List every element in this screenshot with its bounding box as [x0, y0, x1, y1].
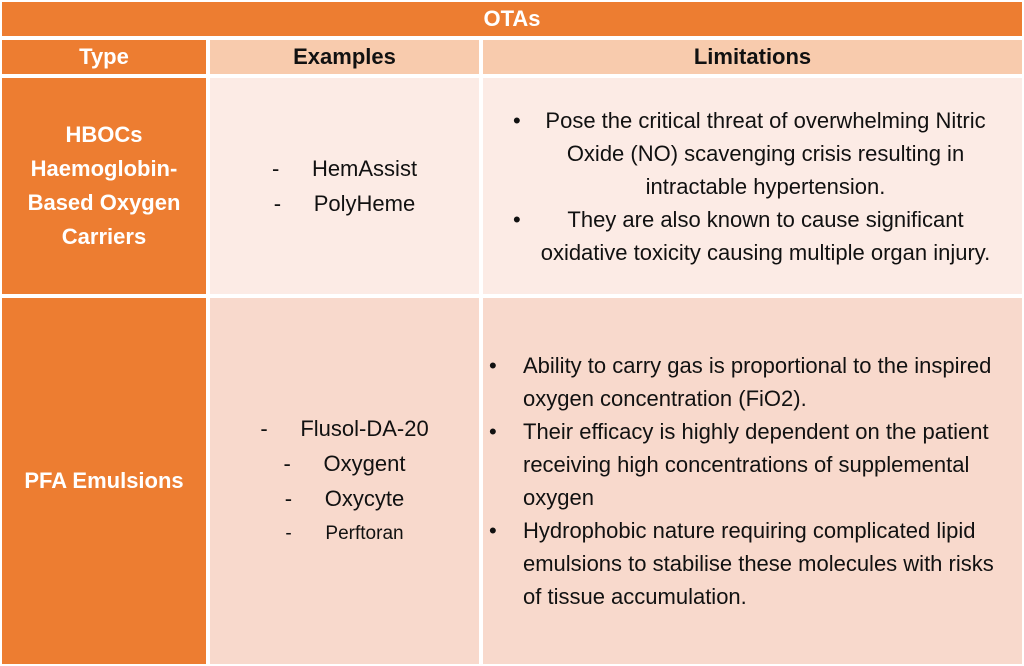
list-item: - Perftoran	[285, 523, 404, 544]
row-examples-hbocs	[208, 76, 481, 296]
bullet-icon: •	[489, 518, 497, 543]
list-item: • Hydrophobic nature requiring complicated lipid emulsions to stabilise these molecules with risks of tissue accumulation.	[483, 514, 1022, 613]
list-item: - PolyHeme	[273, 191, 416, 216]
bullet-icon: •	[489, 419, 497, 444]
bullet-icon: •	[513, 206, 521, 232]
bullet-icon: •	[489, 353, 497, 378]
list-item: - Flusol-DA-20	[260, 416, 429, 441]
row-examples-pfa	[208, 296, 481, 666]
list-item: • Ability to carry gas is proportional to the inspired oxygen concentration (FiO2).	[483, 349, 1022, 415]
list-item: • They are also known to cause significant oxidative toxicity causing multiple organ injury.	[483, 203, 1022, 269]
list-item: - Oxygent	[283, 451, 406, 476]
bullet-icon: •	[513, 107, 521, 133]
list-item: • Their efficacy is highly dependent on the patient receiving high concentrations of supplemental oxygen	[483, 415, 1022, 514]
row-limitations-pfa	[481, 296, 1024, 666]
list-item: • Pose the critical threat of overwhelming Nitric Oxide (NO) scavenging crisis resulting in intractable hypertension.	[483, 104, 1022, 203]
header-type: Type	[0, 38, 208, 76]
row-type-hbocs: HBOCs Haemoglobin-Based Oxygen Carriers	[0, 76, 208, 296]
row-type-pfa: PFA Emulsions	[0, 296, 208, 666]
row-limitations-hbocs	[481, 76, 1024, 296]
list-item: - Oxycyte	[284, 486, 405, 511]
header-limitations: Limitations	[481, 38, 1024, 76]
list-item: - HemAssist	[271, 156, 418, 181]
table-title: OTAs	[0, 0, 1024, 38]
header-examples: Examples	[208, 38, 481, 76]
